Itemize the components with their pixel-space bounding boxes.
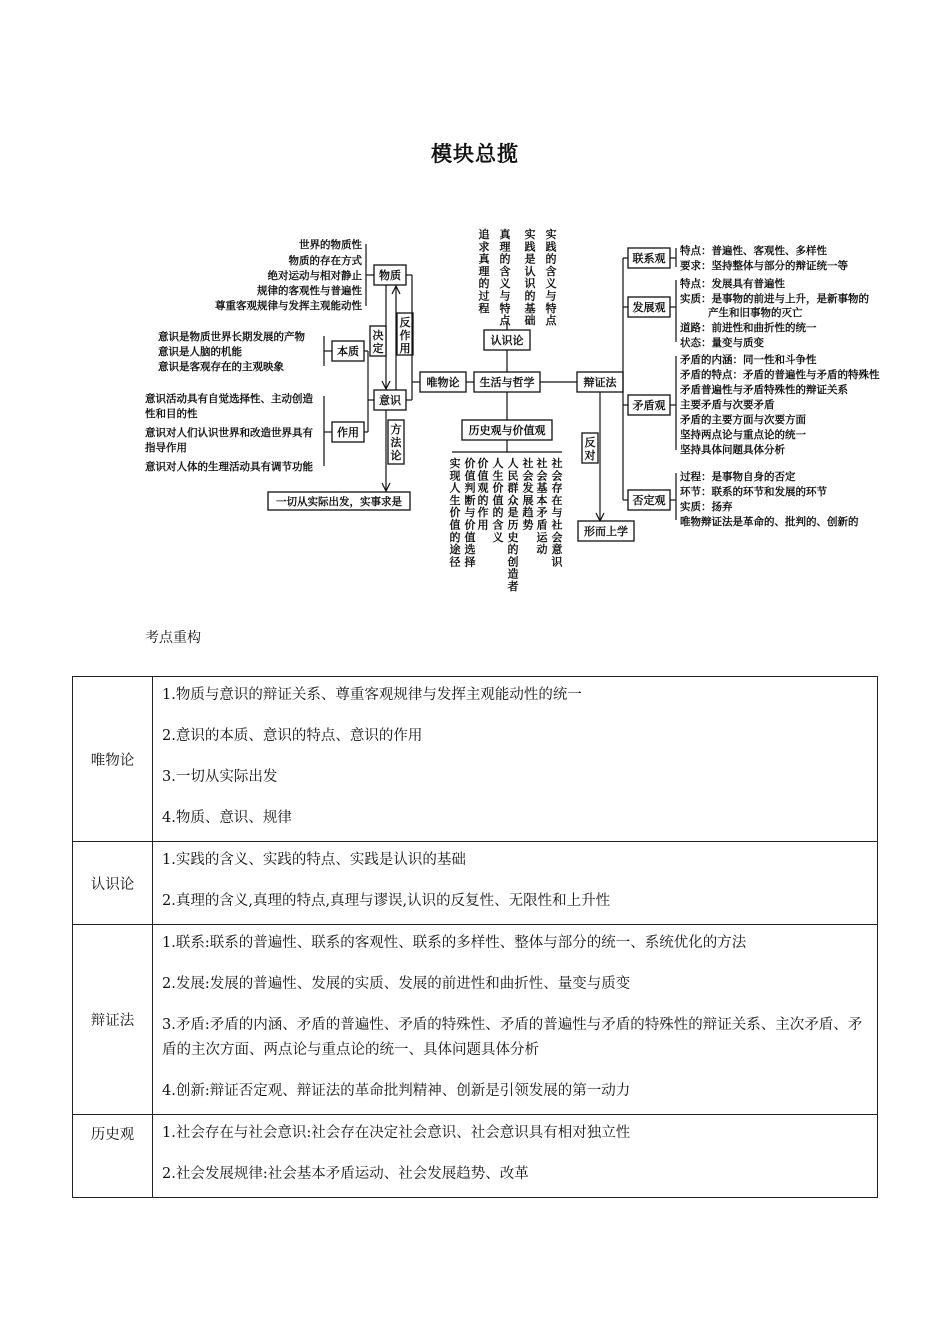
node-renshilun: 认识论 — [490, 334, 524, 347]
zuoyong-item-list — [145, 392, 313, 473]
zuoyong-item: 意识对人体的生理活动具有调节功能 — [145, 461, 313, 473]
wuzhi-item: 物质的存在方式 — [288, 255, 362, 267]
exam-point: 2.社会发展规律:社会基本矛盾运动、社会发展趋势、改革 — [162, 1166, 529, 1182]
renshi-column: 真理的含义与特点 — [499, 228, 511, 328]
lishi-column: 社会基本矛盾运动 — [536, 457, 548, 557]
exam-point: 4.创新:辩证否定观、辩证法的革命批判精神、创新是引领发展的第一动力 — [162, 1083, 631, 1099]
exam-point: 2.真理的含义,真理的特点,真理与谬误,认识的反复性、无限性和上升性 — [162, 893, 611, 909]
category-cell: 辩证法 — [73, 925, 153, 1115]
lianxi-item: 要求：坚持整体与部分的辩证统一等 — [680, 260, 848, 272]
lishi-column: 价值判断与价值选择 — [464, 457, 476, 569]
table-row — [73, 677, 878, 842]
node-fazhanguan: 发展观 — [632, 301, 666, 314]
exam-point: 4.物质、意识、规律 — [162, 810, 292, 826]
node-xingershangxue: 形而上学 — [584, 525, 628, 538]
fazhan-item: 特点：发展具有普遍性 — [680, 278, 785, 290]
node-zuoyong: 作用 — [337, 426, 359, 439]
page-title: 模块总揽 — [431, 142, 519, 166]
items-cell — [153, 677, 878, 842]
category-cell: 唯物论 — [73, 677, 153, 842]
node-weiwulun: 唯物论 — [426, 376, 460, 389]
items-cell — [153, 842, 878, 925]
wuzhi-item: 世界的物质性 — [299, 239, 362, 251]
fazhan-item: 产生和旧事物的灭亡 — [708, 307, 803, 319]
exam-point: 2.意识的本质、意识的特点、意识的作用 — [162, 728, 423, 744]
node-shiqiushi: 一切从实际出发，实事求是 — [276, 496, 402, 508]
zuoyong-item: 意识对人们认识世界和改造世界具有 — [145, 427, 313, 439]
fazhan-item: 实质：是事物的前进与上升，是新事物的 — [680, 293, 869, 305]
node-maodunguan: 矛盾观 — [632, 399, 666, 412]
renshi-column: 追求真理的过程 — [478, 228, 490, 315]
label-fandui: 对 — [584, 449, 596, 462]
lishi-columns — [449, 456, 564, 593]
fazhan-item: 道路：前进性和曲折性的统一 — [680, 322, 817, 334]
wuzhi-item: 绝对运动与相对静止 — [267, 270, 362, 282]
fouding-item: 过程：是事物自身的否定 — [680, 471, 796, 483]
node-center: 生活与哲学 — [479, 376, 535, 389]
label-fangfalun: 法 — [390, 436, 402, 449]
maodun-item: 矛盾的内涵：同一性和斗争性 — [680, 354, 817, 366]
node-wuzhi: 物质 — [379, 269, 401, 282]
category-cell: 历史观 — [73, 1115, 153, 1198]
exam-point: 1.实践的含义、实践的特点、实践是认识的基础 — [162, 852, 466, 868]
label-fandui: 反 — [584, 436, 596, 449]
label-fanzuoyong: 反 — [399, 316, 411, 329]
items-cell — [153, 925, 878, 1115]
table-row — [73, 842, 878, 925]
wuzhi-item: 尊重客观规律与发挥主观能动性 — [215, 300, 362, 312]
table-row — [73, 1115, 878, 1198]
lishi-column: 人民群众是历史的创造者 — [507, 457, 519, 593]
maodun-item: 主要矛盾与次要矛盾 — [680, 399, 775, 411]
zuoyong-item: 意识活动具有自觉选择性、主动创造 — [145, 393, 313, 405]
label-fangfalun: 方 — [390, 423, 402, 436]
items-cell — [153, 1115, 878, 1198]
benzhi-item-list — [158, 330, 305, 373]
fazhan-item: 状态：量变与质变 — [680, 337, 764, 349]
exam-point: 3.一切从实际出发 — [162, 769, 278, 785]
fouding-item: 环节：联系的环节和发展的环节 — [680, 486, 827, 498]
zuoyong-item: 性和目的性 — [145, 408, 198, 420]
node-benzhi: 本质 — [337, 345, 359, 358]
maodun-item: 矛盾普遍性与矛盾特殊性的辩证关系 — [680, 384, 848, 396]
node-lishiguan: 历史观与价值观 — [468, 424, 546, 437]
lishi-column: 社会发展趋势 — [522, 457, 534, 532]
maodun-item: 矛盾的特点：矛盾的普遍性与矛盾的特殊性 — [680, 369, 880, 381]
category-cell: 认识论 — [73, 842, 153, 925]
label-fanzuoyong: 作 — [399, 329, 411, 342]
zuoyong-item: 指导作用 — [145, 442, 187, 454]
maodun-item: 矛盾的主要方面与次要方面 — [680, 414, 806, 426]
renshi-column: 实践的含义与特点 — [545, 228, 557, 328]
node-foudingguan: 否定观 — [632, 494, 666, 507]
exam-point: 1.社会存在与社会意识:社会存在决定社会意识、社会意识具有相对独立性 — [162, 1125, 631, 1141]
table-row — [73, 925, 878, 1115]
node-lianxiguan: 联系观 — [632, 252, 666, 265]
fouding-item: 唯物辩证法是革命的、批判的、创新的 — [680, 516, 859, 528]
benzhi-item: 意识是客观存在的主观映象 — [158, 361, 284, 373]
exam-point: 3.矛盾:矛盾的内涵、矛盾的普遍性、矛盾的特殊性、矛盾的普遍性与矛盾的特殊性的辩证关系、主次矛盾、矛盾的主次方面、两点论与重点论的统一、具体问题具体分析 — [162, 1017, 863, 1058]
exam-points-table — [72, 676, 878, 1198]
section-title: 考点重构 — [145, 630, 201, 646]
label-jueding: 决 — [372, 329, 384, 342]
lishi-column: 人生价值的含义 — [492, 457, 504, 544]
node-yishi: 意识 — [379, 394, 401, 407]
exam-point: 2.发展:发展的普遍性、发展的实质、发展的前进性和曲折性、量变与质变 — [162, 976, 631, 992]
wuzhi-item-list — [215, 238, 362, 312]
label-fangfalun: 论 — [390, 449, 402, 462]
lishi-column: 实现人生价值的途径 — [449, 457, 461, 569]
fouding-item: 实质：扬弃 — [680, 501, 733, 513]
exam-point: 1.物质与意识的辩证关系、尊重客观规律与发挥主观能动性的统一 — [162, 687, 582, 703]
node-bianzhengfa: 辩证法 — [583, 376, 617, 389]
maodun-item: 坚持两点论与重点论的统一 — [680, 429, 806, 441]
concept-map — [0, 0, 950, 600]
maodun-item: 坚持具体问题具体分析 — [680, 444, 785, 456]
lianxi-item: 特点：普遍性、客观性、多样性 — [680, 245, 827, 257]
renshi-column: 实践是认识的基础 — [524, 228, 536, 328]
label-jueding: 定 — [372, 342, 384, 355]
lishi-column: 社会存在与社会意识 — [551, 457, 563, 569]
benzhi-item: 意识是物质世界长期发展的产物 — [158, 331, 305, 343]
wuzhi-item: 规律的客观性与普遍性 — [257, 285, 362, 297]
lishi-column: 价值观的作用 — [477, 457, 489, 532]
label-fanzuoyong: 用 — [399, 342, 411, 355]
exam-point: 1.联系:联系的普遍性、联系的客观性、联系的多样性、整体与部分的统一、系统优化的方法 — [162, 935, 747, 951]
renshi-columns — [478, 227, 558, 327]
benzhi-item: 意识是人脑的机能 — [158, 346, 242, 358]
